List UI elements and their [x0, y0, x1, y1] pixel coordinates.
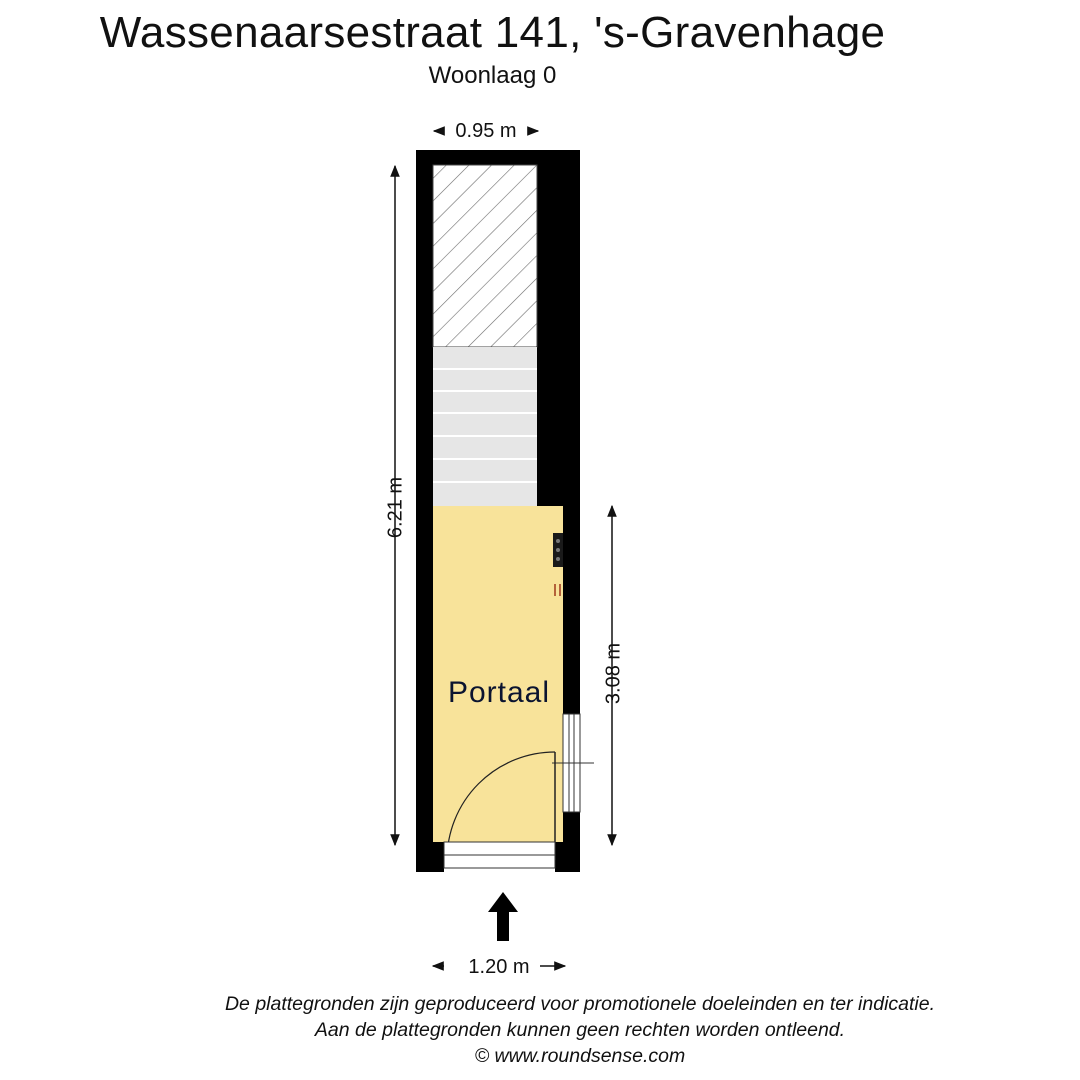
- dimension-left-label: 6.21 m: [384, 476, 407, 539]
- wall-bottom-right: [555, 842, 580, 872]
- copyright-line: © www.roundsense.com: [474, 1045, 686, 1067]
- room-label-portaal: Portaal: [447, 676, 551, 709]
- dimension-top-label: 0.95 m: [455, 120, 517, 142]
- wall-left: [416, 150, 433, 872]
- wall-bottom-left: [416, 842, 444, 872]
- wall-right-upper: [537, 150, 580, 506]
- staircase: [433, 347, 537, 506]
- dimension-right-label: 3.08 m: [602, 642, 625, 705]
- floor-subtitle: Woonlaag 0: [428, 62, 557, 89]
- disclaimer-line-2: Aan de plattegronden kunnen geen rechten worden ontleend.: [314, 1019, 846, 1041]
- dimension-bottom-label: 1.20 m: [468, 956, 530, 978]
- room-portaal: [433, 506, 563, 842]
- void-hatched-area: [433, 165, 537, 347]
- disclaimer-line-1: De plattegronden zijn geproduceerd voor promotionele doeleinden en ter indicatie.: [224, 993, 936, 1015]
- page-title: Wassenaarsestraat 141, 's-Gravenhage: [99, 8, 886, 57]
- entrance-arrow-icon: [488, 892, 518, 941]
